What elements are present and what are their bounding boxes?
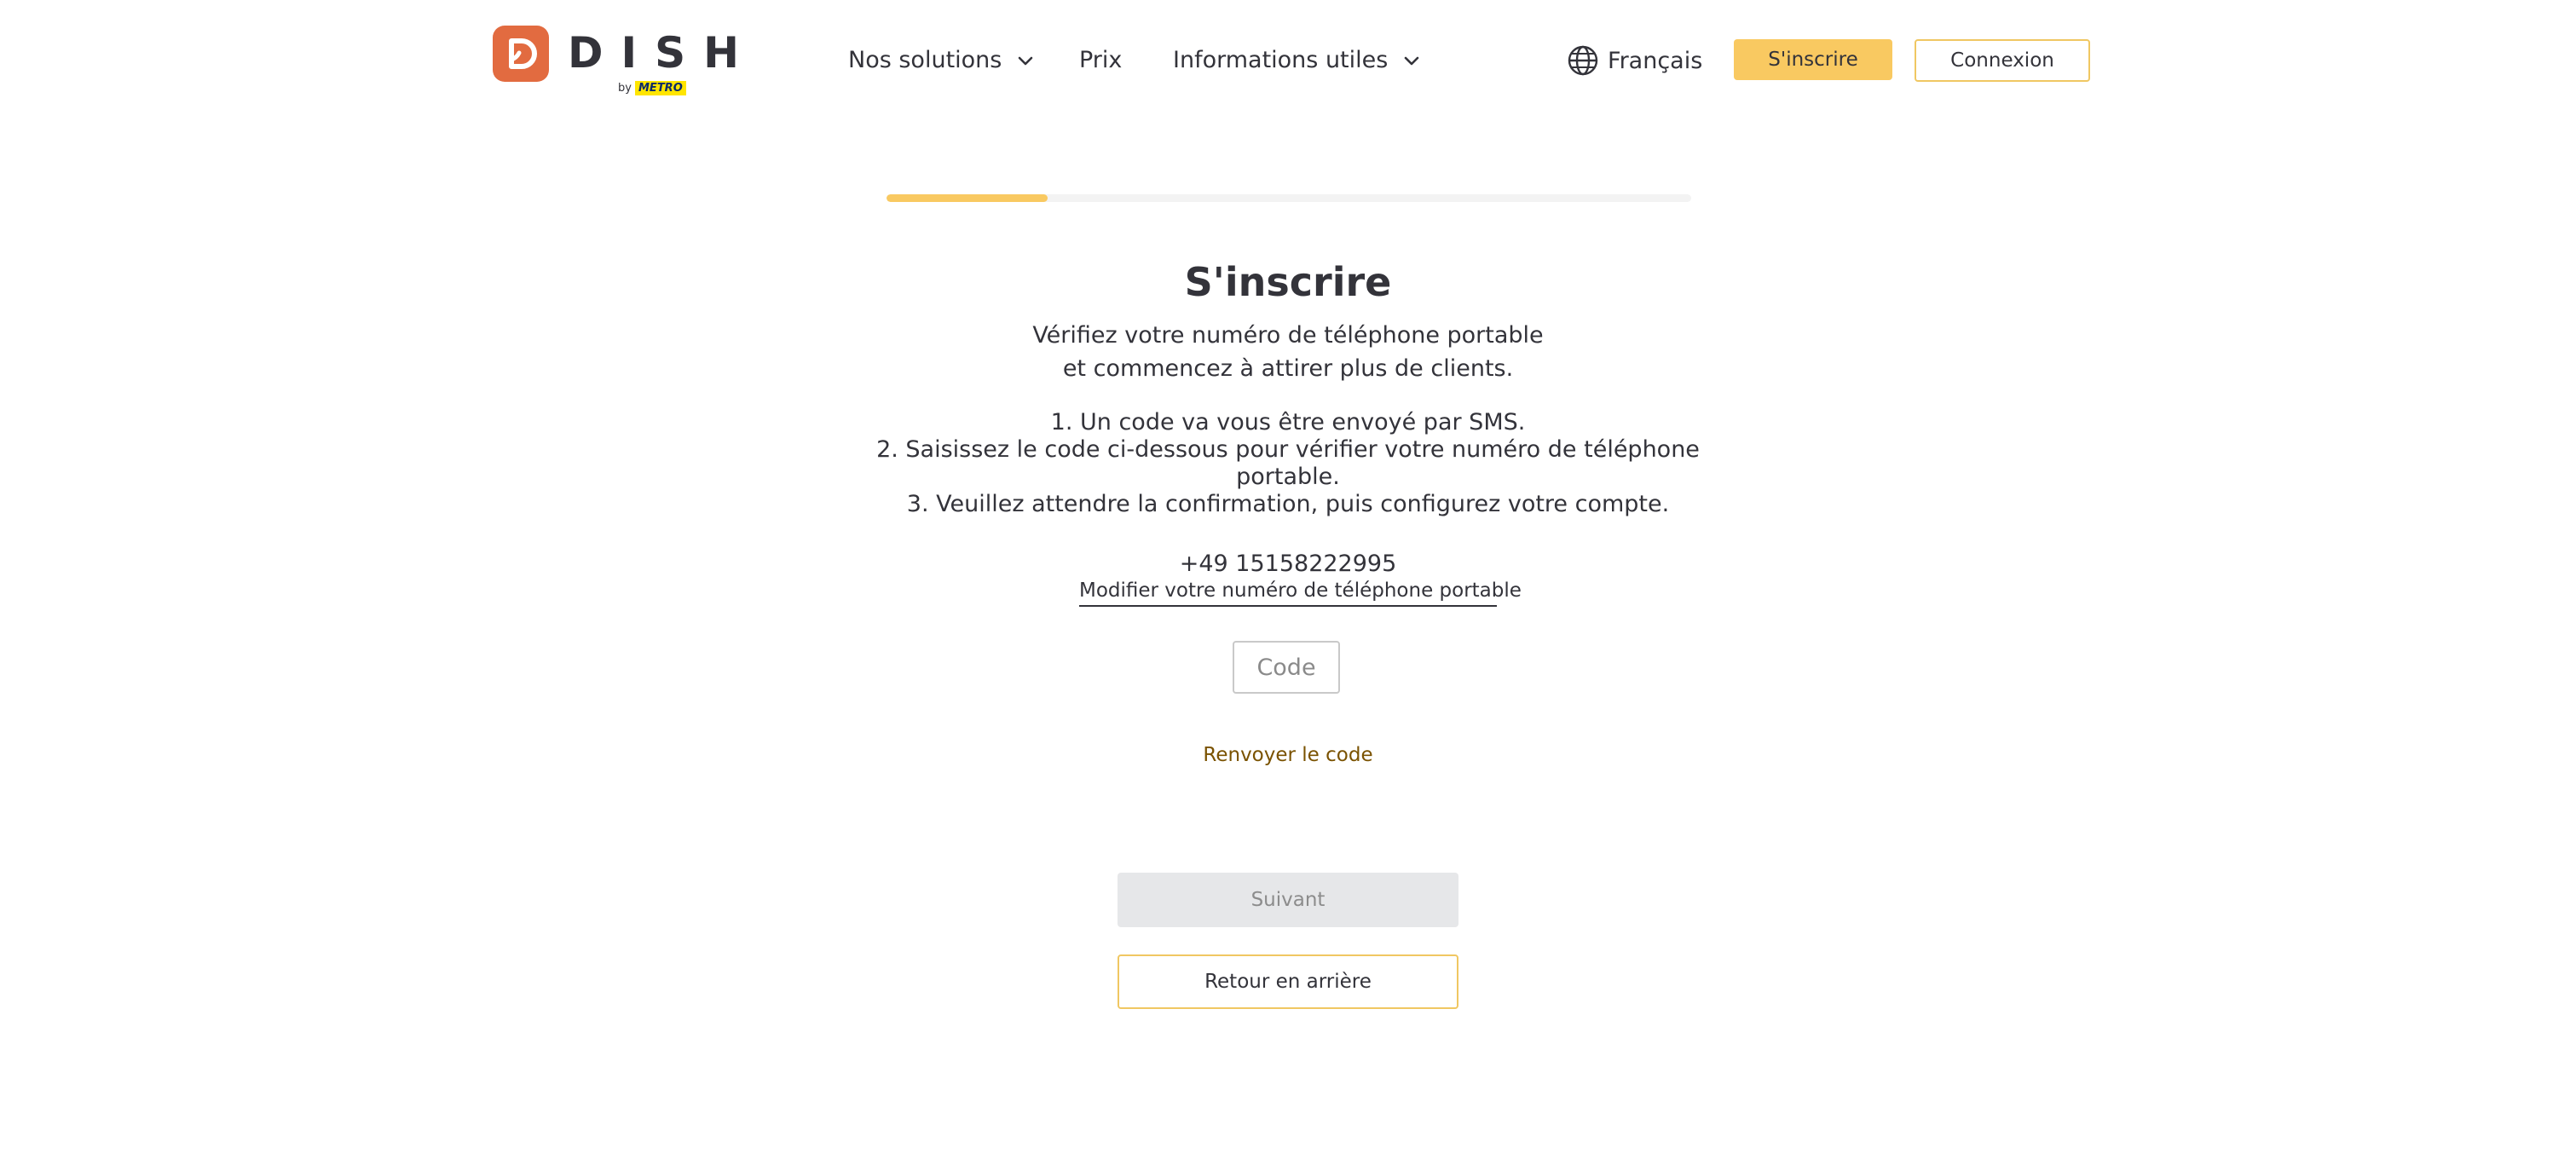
edit-phone-link[interactable]: Modifier votre numéro de téléphone portable bbox=[1079, 576, 1497, 607]
nav-item-informations[interactable] bbox=[1173, 41, 1422, 80]
logo-wordmark: DISH bbox=[568, 28, 757, 78]
step-3: 3. Veuillez attendre la confirmation, puis configurez votre compte. bbox=[906, 491, 1670, 517]
chevron-down-icon bbox=[1401, 50, 1422, 71]
nav-item-solutions[interactable] bbox=[848, 41, 1036, 80]
login-button[interactable]: Connexion bbox=[1915, 39, 2090, 82]
page-title: S'inscrire bbox=[1184, 259, 1392, 305]
progress-bar-fill bbox=[887, 194, 1048, 202]
nav-item-label: Nos solutions bbox=[848, 47, 1002, 73]
phone-number: +49 15158222995 bbox=[1179, 551, 1397, 577]
progress-bar bbox=[887, 194, 1691, 202]
nav-item-prix[interactable] bbox=[1079, 41, 1122, 80]
code-input[interactable] bbox=[1233, 641, 1340, 694]
steps-list bbox=[819, 409, 1757, 518]
intro-line: Vérifiez votre numéro de téléphone portable bbox=[1032, 322, 1544, 349]
step-1: 1. Un code va vous être envoyé par SMS. bbox=[1050, 409, 1526, 435]
dish-logo-mark-icon bbox=[493, 26, 549, 82]
site-header bbox=[0, 0, 2576, 119]
language-selector[interactable] bbox=[1567, 41, 1702, 80]
globe-icon bbox=[1567, 44, 1599, 77]
dish-logo[interactable] bbox=[493, 26, 757, 99]
next-button[interactable]: Suivant bbox=[1118, 873, 1458, 927]
metro-badge: METRO bbox=[635, 81, 686, 95]
signup-button[interactable]: S'inscrire bbox=[1734, 39, 1892, 80]
back-button[interactable]: Retour en arrière bbox=[1118, 954, 1458, 1009]
step-2-continued: portable. bbox=[1236, 464, 1340, 490]
language-label: Français bbox=[1608, 47, 1703, 74]
step-2: 2. Saisissez le code ci-dessous pour vérifier votre numéro de téléphone bbox=[876, 436, 1700, 463]
logo-by-text: by bbox=[618, 82, 632, 95]
intro-text bbox=[819, 319, 1757, 385]
nav-item-label: Prix bbox=[1079, 47, 1123, 73]
intro-line: et commencez à attirer plus de clients. bbox=[1062, 355, 1514, 382]
chevron-down-icon bbox=[1015, 50, 1036, 71]
resend-code-link[interactable]: Renvoyer le code bbox=[1203, 744, 1373, 766]
nav-item-label: Informations utiles bbox=[1173, 47, 1389, 73]
